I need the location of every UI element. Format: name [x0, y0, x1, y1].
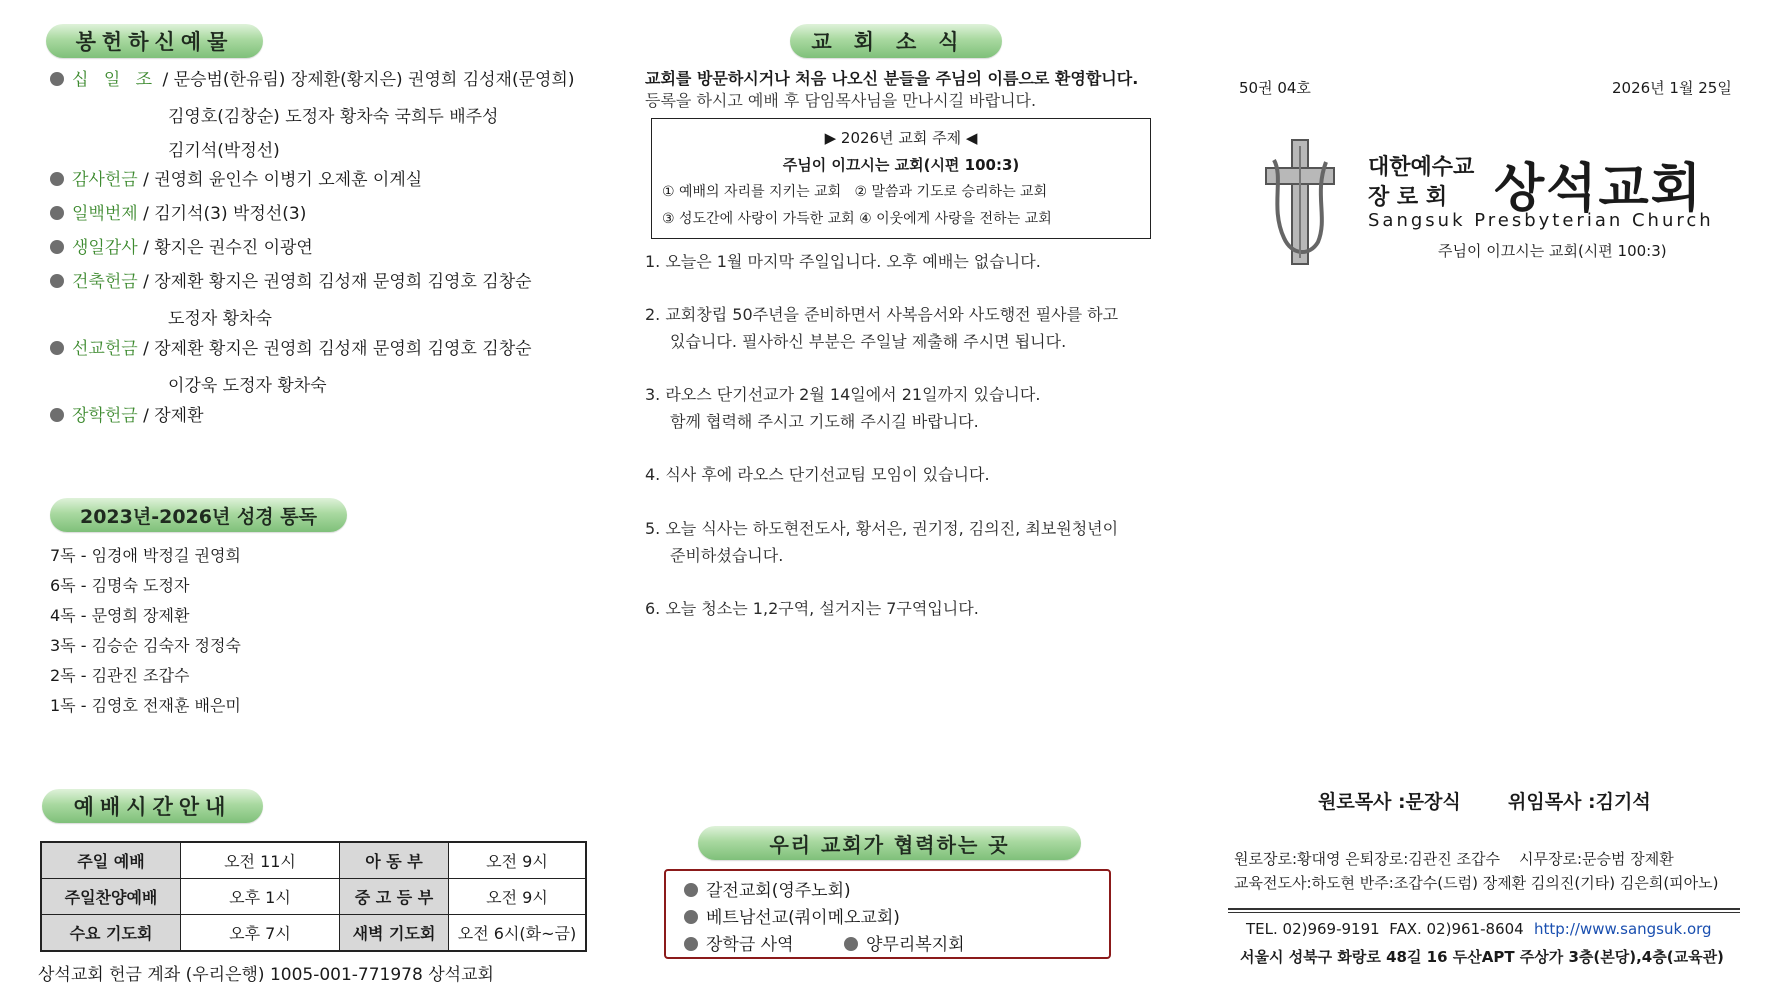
offering-continuation: 도정자 황차숙	[168, 309, 272, 329]
bullet-icon	[684, 910, 698, 924]
offering-continuation: 김기석(박정선)	[168, 141, 280, 161]
denomination-line2: 장 로 회	[1368, 185, 1448, 210]
offering-label: 장학헌금	[72, 406, 138, 426]
offering-row: 건축헌금 / 장제환 황지은 권영희 김성재 문영희 김영호 김창순	[50, 270, 532, 294]
divider-line	[1228, 912, 1740, 913]
schedule-title: 예배시간안내	[42, 789, 263, 823]
bible-reading-title: 2023년-2026년 성경 통독	[50, 498, 347, 532]
offering-text: 장제환	[154, 406, 204, 426]
schedule-label: 새벽 기도회	[340, 915, 449, 952]
schedule-time: 오전 9시	[449, 842, 587, 879]
bulletin-date: 2026년 1월 25일	[1612, 79, 1732, 97]
bullet-icon	[50, 206, 64, 220]
schedule-time: 오후 7시	[181, 915, 340, 952]
offering-continuation: 이강욱 도정자 황차숙	[168, 376, 327, 396]
denomination-line1: 대한예수교	[1368, 155, 1475, 180]
bullet-icon	[50, 72, 64, 86]
divider-line	[1228, 908, 1740, 910]
schedule-label: 중 고 등 부	[340, 879, 449, 915]
offering-label: 일백번제	[72, 204, 138, 224]
church-logo	[1262, 138, 1338, 266]
offering-text: 황지은 권수진 이광연	[154, 238, 313, 258]
welcome-message: 교회를 방문하시거나 처음 나오신 분들을 주님의 이름으로 환영합니다.	[645, 69, 1139, 88]
offering-label: 생일감사	[72, 238, 138, 258]
news-item: 4. 식사 후에 라오스 단기선교팀 모임이 있습니다.	[645, 465, 990, 484]
partners-title: 우리 교회가 협력하는 곳	[698, 826, 1081, 860]
offering-label: 십 일 조	[72, 70, 158, 90]
offering-label: 건축헌금	[72, 272, 138, 292]
partner-item: 양무리복지회	[844, 930, 965, 955]
schedule-label: 주일찬양예배	[41, 879, 181, 915]
church-name: 상석교회	[1494, 159, 1703, 219]
offerings-title: 봉헌하신예물	[46, 24, 263, 58]
news-item: 준비하셨습니다.	[670, 546, 784, 565]
news-item: 6. 오늘 청소는 1,2구역, 설거지는 7구역입니다.	[645, 599, 979, 618]
offering-row: 장학헌금 / 장제환	[50, 404, 204, 428]
reading-item: 3독 - 김승순 김숙자 정정숙	[50, 636, 241, 655]
schedule-time: 오전 6시(화~금)	[449, 915, 587, 952]
volume-number: 50권 04호	[1239, 79, 1311, 97]
bullet-icon	[50, 274, 64, 288]
bullet-icon	[50, 172, 64, 186]
church-theme-box	[651, 118, 1151, 239]
partner-item: 장학금 사역	[684, 930, 794, 955]
news-item: 2. 교회창립 50주년을 준비하면서 사복음서와 사도행전 필사를 하고	[645, 305, 1119, 324]
news-item: 있습니다. 필사하신 부분은 주일날 제출해 주시면 됩니다.	[670, 332, 1067, 351]
reading-item: 1독 - 김영호 전재훈 배은미	[50, 696, 241, 715]
website-link[interactable]: http://www.sangsuk.org	[1534, 920, 1712, 938]
news-title: 교회소식	[790, 24, 1002, 58]
welcome-sub: 등록을 하시고 예배 후 담임목사님을 만나시길 바랍니다.	[645, 91, 1037, 110]
partner-item: 베트남선교(쿼이메오교회)	[684, 903, 900, 928]
bullet-icon	[844, 937, 858, 951]
staff-list: 교육전도사:하도현 반주:조갑수(드럼) 장제환 김의진(기타) 김은희(피아노)	[1234, 874, 1719, 892]
offering-text: 장제환 황지은 권영희 김성재 문영희 김영호 김창순	[154, 272, 532, 292]
offering-continuation: 김영호(김창순) 도정자 황차숙 국희두 배주성	[168, 107, 499, 127]
table-row	[41, 842, 586, 879]
church-motto: 주님이 이끄시는 교회(시편 100:3)	[1438, 242, 1667, 260]
theme-heading: ▶ 2026년 교회 주제 ◀	[824, 129, 978, 147]
contact-phone: TEL. 02)969-9191 FAX. 02)961-8604	[1246, 920, 1524, 938]
schedule-time: 오전 11시	[181, 842, 340, 879]
bullet-icon	[684, 937, 698, 951]
news-item: 함께 협력해 주시고 기도해 주시길 바랍니다.	[670, 412, 979, 431]
schedule-label: 수요 기도회	[41, 915, 181, 952]
offering-label: 선교헌금	[72, 339, 138, 359]
reading-item: 7독 - 임경애 박정길 권영희	[50, 546, 241, 565]
theme-line: ③ 성도간에 사랑이 가득한 교회 ④ 이웃에게 사랑을 전하는 교회	[662, 211, 1052, 227]
theme-main: 주님이 이끄시는 교회(시편 100:3)	[782, 156, 1020, 174]
worship-schedule-table	[40, 841, 587, 952]
table-row	[41, 915, 586, 952]
offering-text: 김기석(3) 박정선(3)	[154, 204, 307, 224]
offering-text: 문승범(한유림) 장제환(황지은) 권영희 김성재(문영희)	[173, 70, 575, 90]
offering-text: 장제환 황지은 권영희 김성재 문영희 김영호 김창순	[154, 339, 532, 359]
theme-line: ① 예배의 자리를 지키는 교회 ② 말씀과 기도로 승리하는 교회	[662, 184, 1048, 200]
partner-item: 갈전교회(영주노회)	[684, 876, 851, 901]
bullet-icon	[50, 341, 64, 355]
offering-label: 감사헌금	[72, 170, 138, 190]
news-item: 3. 라오스 단기선교가 2월 14일에서 21일까지 있습니다.	[645, 385, 1041, 404]
offering-row: 생일감사 / 황지은 권수진 이광연	[50, 236, 313, 260]
bullet-icon	[50, 240, 64, 254]
offering-row: 선교헌금 / 장제환 황지은 권영희 김성재 문영희 김영호 김창순	[50, 337, 532, 361]
partners-box	[664, 869, 1111, 959]
offering-account: 상석교회 헌금 계좌 (우리은행) 1005-001-771978 상석교회	[38, 965, 494, 985]
pastor-emeritus: 원로목사 :문장식	[1318, 791, 1461, 813]
reading-item: 4독 - 문영희 장제환	[50, 606, 190, 625]
church-address: 서울시 성북구 화랑로 48길 16 두산APT 주상가 3층(본당),4층(교육관)	[1240, 948, 1724, 966]
reading-item: 6독 - 김명숙 도정자	[50, 576, 190, 595]
news-item: 1. 오늘은 1월 마지막 주일입니다. 오후 예배는 없습니다.	[645, 252, 1041, 271]
offering-row: 감사헌금 / 권영희 윤인수 이병기 오제훈 이계실	[50, 168, 422, 192]
bullet-icon	[684, 883, 698, 897]
offering-text: 권영희 윤인수 이병기 오제훈 이계실	[154, 170, 423, 190]
senior-pastor: 위임목사 :김기석	[1508, 791, 1651, 813]
reading-item: 2독 - 김관진 조갑수	[50, 666, 190, 685]
news-item: 5. 오늘 식사는 하도현전도사, 황서은, 권기정, 김의진, 최보원청년이	[645, 519, 1119, 538]
schedule-time: 오후 1시	[181, 879, 340, 915]
table-row	[41, 879, 586, 915]
cross-scroll-icon	[1262, 138, 1338, 266]
offering-row: 십 일 조 / 문승범(한유림) 장제환(황지은) 권영희 김성재(문영희)	[50, 68, 575, 92]
bullet-icon	[50, 408, 64, 422]
offering-row: 일백번제 / 김기석(3) 박정선(3)	[50, 202, 306, 226]
elders-list: 원로장로:황대영 은퇴장로:김관진 조갑수 시무장로:문승범 장제환	[1234, 850, 1674, 868]
schedule-label: 아 동 부	[340, 842, 449, 879]
schedule-label: 주일 예배	[41, 842, 181, 879]
church-english-name: Sangsuk Presbyterian Church	[1368, 210, 1714, 231]
schedule-time: 오전 9시	[449, 879, 587, 915]
